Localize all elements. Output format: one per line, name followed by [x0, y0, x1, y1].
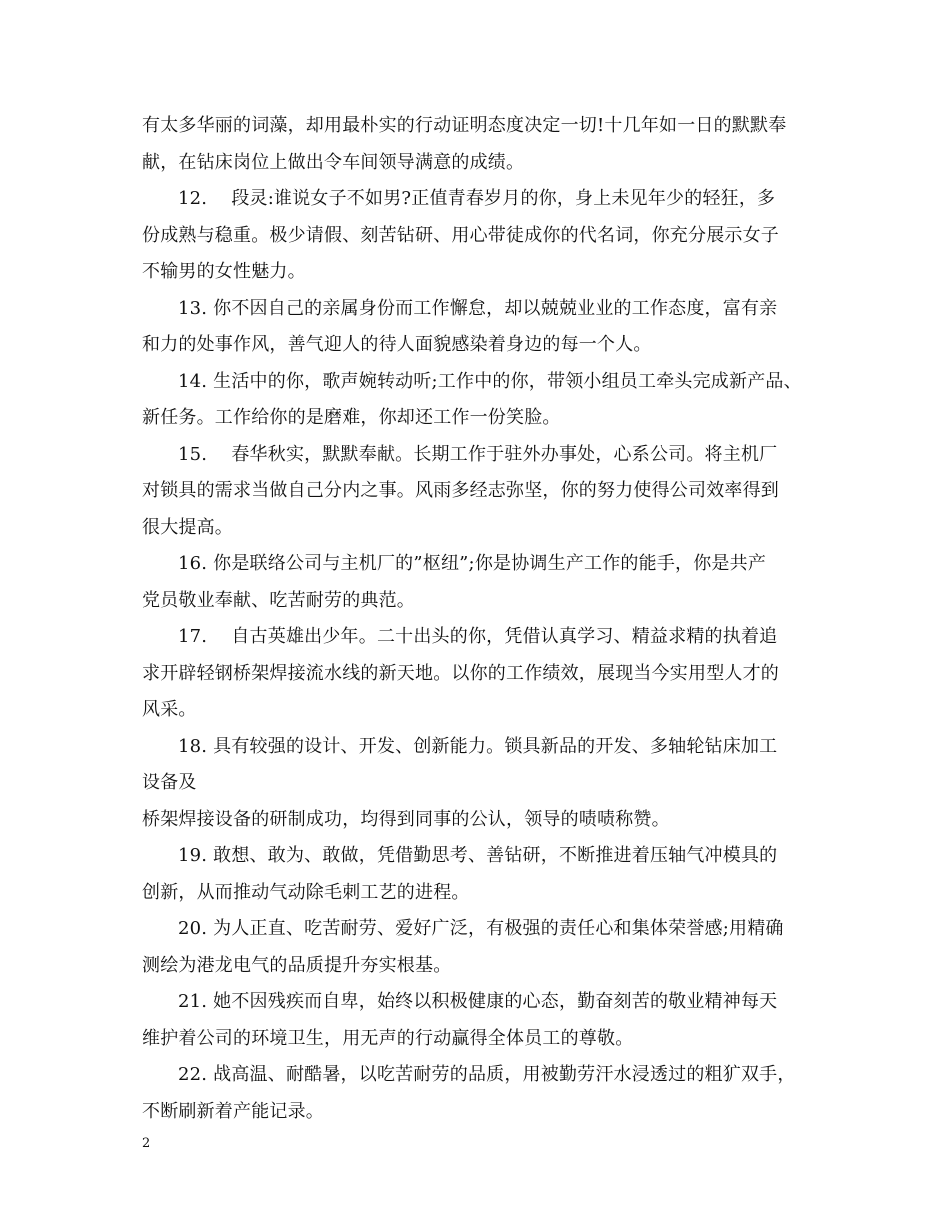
page-number: 2 — [142, 1136, 151, 1151]
text-line: 求开辟轻钢桥架焊接流水线的新天地。以你的工作绩效，展现当今实用型人才的 — [142, 662, 779, 684]
text-line: 对锁具的需求当做自己分内之事。风雨多经志弥坚，你的努力使得公司效率得到 — [142, 480, 779, 501]
text-line: 20. 为人正直、吃苦耐劳、爱好广泛，有极强的责任心和集体荣誉感;用精确 — [178, 918, 784, 939]
text-line: 维护着公司的环境卫生，用无声的行动赢得全体员工的尊敬。 — [142, 1027, 634, 1049]
text-line: 风采。 — [142, 699, 197, 720]
text-line: 21. 她不因残疾而自卑，始终以积极健康的心态，勤奋刻苦的敬业精神每天 — [178, 991, 778, 1012]
text-line: 桥架焊接设备的研制成功，均得到同事的公认，领导的啧啧称赞。 — [142, 808, 670, 830]
text-line: 18. 具有较强的设计、开发、创新能力。锁具新品的开发、多轴轮钻床加工 — [178, 735, 778, 757]
text-line: 份成熟与稳重。极少请假、刻苦钻研、用心带徒成你的代名词，你充分展示女子 — [142, 224, 779, 246]
body-text — [142, 108, 822, 1130]
text-line: 测绘为港龙电气的品质提升夯实根基。 — [142, 954, 452, 976]
text-line: 16. 你是联络公司与主机厂的”枢纽”;你是协调生产工作的能手，你是共产 — [178, 553, 767, 574]
text-line: 设备及 — [142, 772, 197, 793]
text-line: 不断刷新着产能记录。 — [142, 1100, 324, 1122]
text-line: 17. 自古英雄出少年。二十出头的你，凭借认真学习、精益求精的执着追 — [178, 626, 778, 647]
text-line: 14. 生活中的你，歌声婉转动听;工作中的你，带领小组员工牵头完成新产品、 — [178, 370, 802, 392]
text-line: 献，在钻床岗位上做出令车间领导满意的成绩。 — [142, 151, 525, 173]
text-line: 创新，从而推动气动除毛刺工艺的进程。 — [142, 881, 470, 903]
text-line: 有太多华丽的词藻，却用最朴实的行动证明态度决定一切!十几年如一日的默默奉 — [142, 115, 787, 136]
text-line: 不输男的女性魅力。 — [142, 261, 306, 282]
text-line: 很大提高。 — [142, 516, 233, 538]
text-line: 15. 春华秋实，默默奉献。长期工作于驻外办事处，心系公司。将主机厂 — [178, 443, 778, 465]
text-line: 和力的处事作风，善气迎人的待人面貌感染着身边的每一个人。 — [142, 334, 652, 355]
text-line: 19. 敢想、敢为、敢做，凭借勤思考、善钻研，不断推进着压轴气冲模具的 — [178, 845, 778, 866]
text-line: 22. 战高温、耐酷暑，以吃苦耐劳的品质，用被勤劳汗水浸透过的粗犷双手， — [178, 1064, 796, 1085]
text-line: 12. 段灵:谁说女子不如男?正值青春岁月的你，身上未见年少的轻狂，多 — [178, 188, 776, 209]
text-line: 13. 你不因自己的亲属身份而工作懈怠，却以兢兢业业的工作态度，富有亲 — [178, 297, 778, 319]
text-line: 新任务。工作给你的是磨难，你却还工作一份笑脸。 — [142, 407, 561, 428]
text-line: 党员敬业奉献、吃苦耐劳的典范。 — [142, 589, 415, 611]
